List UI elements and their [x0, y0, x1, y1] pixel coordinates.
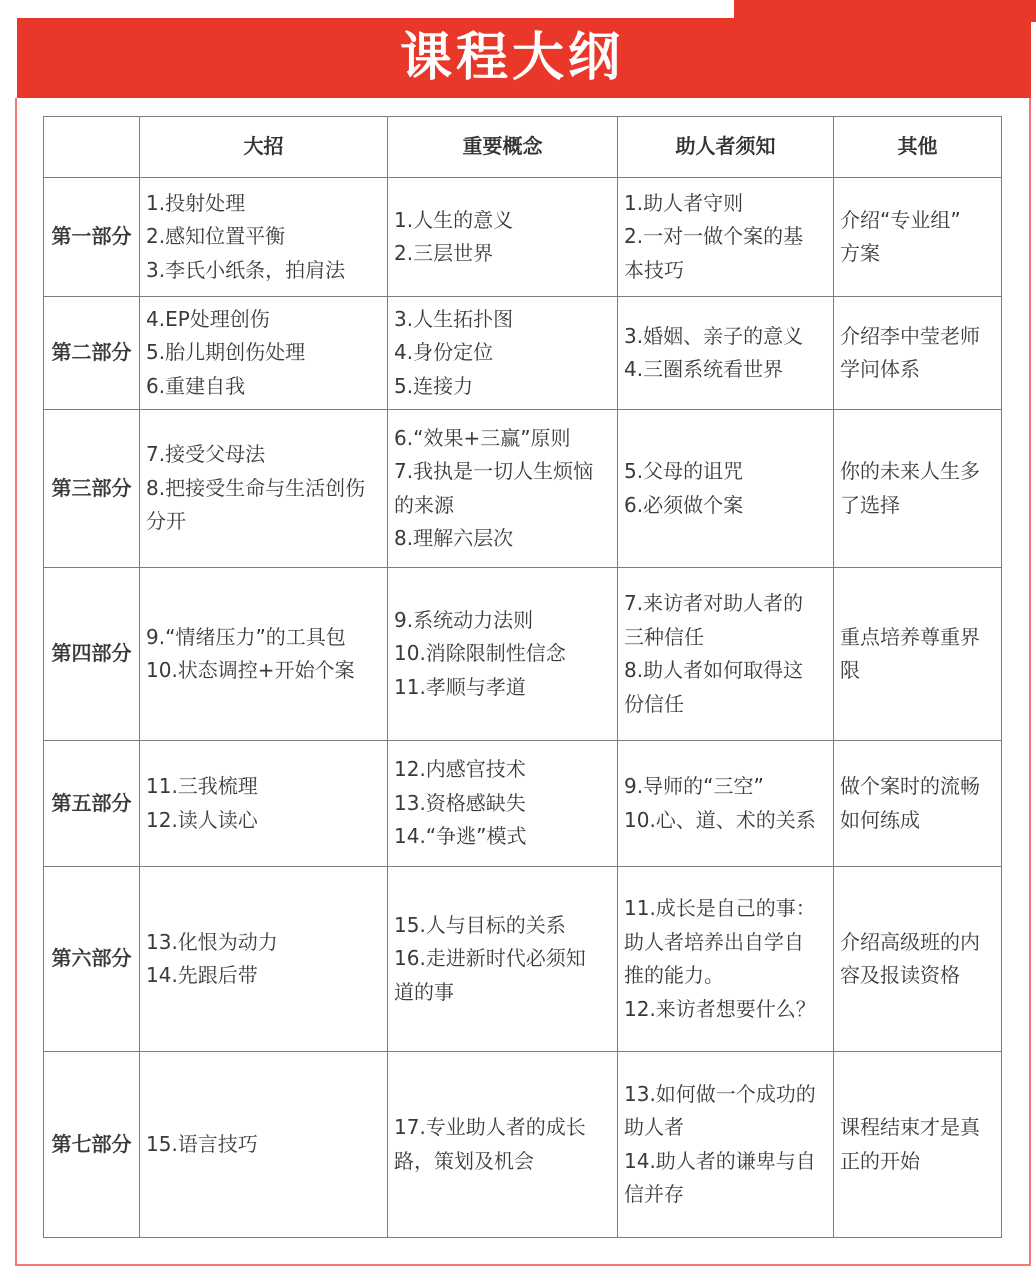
- cell-line: 推的能力。: [624, 963, 724, 987]
- cell-line: 6.“效果+三赢”原则: [394, 425, 571, 450]
- cell-gainian: [388, 297, 618, 410]
- cell-line: 2.感知位置平衡: [146, 224, 286, 249]
- cell-line: 学问体系: [840, 357, 920, 381]
- cell-line: 13.资格感缺失: [394, 790, 526, 815]
- cell-line: 13.化恨为动力: [146, 929, 278, 954]
- cell-xuzhi: [618, 568, 834, 741]
- cell-line: 介绍高级班的内: [840, 929, 980, 954]
- cell-line: 4.身份定位: [394, 340, 494, 365]
- cell-dazhao: [140, 1052, 388, 1238]
- cell-gainian: [388, 178, 618, 297]
- cell-xuzhi: [618, 178, 834, 297]
- cell-line: 助人者培养出自学自: [624, 929, 804, 954]
- cell-line: 14.“争逃”模式: [394, 824, 527, 849]
- cell-line: 11.三我梳理: [146, 774, 258, 798]
- cell-line: 5.父母的诅咒: [624, 459, 744, 483]
- cell-line: 8.把接受生命与生活创伤: [146, 475, 366, 500]
- cell-line: 重点培养尊重界: [840, 624, 980, 649]
- cell-line: 3.婚姻、亲子的意义: [624, 323, 804, 348]
- cell-qita: [834, 568, 1002, 741]
- part-label: 第六部分: [44, 867, 140, 1052]
- cell-dazhao: [140, 297, 388, 410]
- header-corner: [44, 117, 140, 178]
- header-gainian: 重要概念: [388, 117, 618, 178]
- cell-line: 2.一对一做个案的基: [624, 224, 804, 249]
- cell-line: 5.胎儿期创伤处理: [146, 340, 306, 365]
- cell-line: 正的开始: [840, 1148, 920, 1173]
- table-row: [44, 568, 1002, 741]
- cell-qita: [834, 297, 1002, 410]
- cell-qita: [834, 410, 1002, 568]
- cell-dazhao: [140, 741, 388, 867]
- cell-line: 了选择: [840, 492, 900, 517]
- cell-line: 助人者: [624, 1115, 684, 1139]
- cell-line: 7.我执是一切人生烦恼: [394, 459, 594, 483]
- header-xuzhi: 助人者须知: [618, 117, 834, 178]
- cell-gainian: [388, 741, 618, 867]
- cell-line: 10.心、道、术的关系: [624, 807, 816, 832]
- page-title: 课程大纲: [399, 28, 624, 88]
- part-label: 第一部分: [44, 178, 140, 297]
- cell-line: 11.孝顺与孝道: [394, 674, 526, 699]
- cell-line: 13.如何做一个成功的: [624, 1081, 816, 1106]
- cell-dazhao: [140, 410, 388, 568]
- cell-line: 1.投射处理: [146, 190, 246, 215]
- cell-line: 14.助人者的谦卑与自: [624, 1148, 816, 1173]
- table-row: [44, 178, 1002, 297]
- cell-line: 三种信任: [624, 624, 704, 649]
- cell-qita: [834, 178, 1002, 297]
- cell-line: 12.内感官技术: [394, 757, 526, 782]
- title-banner: [17, 18, 1031, 98]
- cell-line: 路，策划及机会: [394, 1148, 534, 1173]
- cell-xuzhi: [618, 297, 834, 410]
- cell-line: 方案: [840, 241, 880, 265]
- cell-line: 做个案时的流畅: [840, 774, 980, 798]
- part-label: 第七部分: [44, 1052, 140, 1238]
- cell-line: 8.理解六层次: [394, 526, 514, 550]
- cell-qita: [834, 1052, 1002, 1238]
- cell-line: 9.系统动力法则: [394, 607, 534, 632]
- cell-line: 容及报读资格: [840, 963, 960, 987]
- cell-line: 的来源: [394, 492, 454, 517]
- table-row: [44, 741, 1002, 867]
- cell-line: 7.接受父母法: [146, 442, 266, 467]
- cell-line: 9.导师的“三空”: [624, 774, 764, 798]
- cell-xuzhi: [618, 410, 834, 568]
- cell-line: 9.“情绪压力”的工具包: [146, 624, 346, 649]
- cell-line: 限: [840, 658, 860, 682]
- cell-line: 分开: [146, 509, 186, 534]
- cell-line: 8.助人者如何取得这: [624, 658, 804, 682]
- cell-line: 3.人生拓扑图: [394, 306, 514, 331]
- cell-line: 你的未来人生多: [840, 459, 980, 483]
- cell-line: 6.必须做个案: [624, 492, 744, 517]
- cell-qita: [834, 741, 1002, 867]
- cell-line: 10.状态调控+开始个案: [146, 658, 355, 682]
- cell-dazhao: [140, 178, 388, 297]
- cell-gainian: [388, 867, 618, 1052]
- cell-qita: [834, 867, 1002, 1052]
- cell-gainian: [388, 568, 618, 741]
- cell-line: 1.助人者守则: [624, 190, 744, 215]
- table-row: [44, 410, 1002, 568]
- cell-line: 4.EP处理创伤: [146, 306, 270, 331]
- cell-dazhao: [140, 867, 388, 1052]
- course-outline-table: [43, 116, 1002, 1238]
- header-qita: 其他: [834, 117, 1002, 178]
- cell-line: 12.来访者想要什么？: [624, 996, 816, 1021]
- cell-line: 7.来访者对助人者的: [624, 591, 804, 615]
- part-label: 第五部分: [44, 741, 140, 867]
- cell-gainian: [388, 410, 618, 568]
- cell-line: 份信任: [624, 691, 684, 716]
- part-label: 第四部分: [44, 568, 140, 741]
- cell-line: 5.连接力: [394, 373, 474, 398]
- cell-line: 4.三圈系统看世界: [624, 357, 784, 381]
- cell-line: 2.三层世界: [394, 241, 494, 265]
- cell-xuzhi: [618, 867, 834, 1052]
- cell-line: 如何练成: [840, 807, 920, 832]
- cell-line: 14.先跟后带: [146, 963, 258, 987]
- cell-line: 信并存: [624, 1182, 684, 1206]
- table-row: [44, 867, 1002, 1052]
- table-row: [44, 297, 1002, 410]
- header-row: [44, 117, 1002, 178]
- cell-line: 介绍“专业组”: [840, 207, 961, 232]
- cell-line: 本技巧: [624, 257, 684, 282]
- cell-gainian: [388, 1052, 618, 1238]
- cell-line: 17.专业助人者的成长: [394, 1115, 586, 1139]
- cell-line: 11.成长是自己的事：: [624, 896, 816, 920]
- cell-dazhao: [140, 568, 388, 741]
- table-row: [44, 1052, 1002, 1238]
- cell-line: 12.读人读心: [146, 807, 258, 832]
- part-label: 第二部分: [44, 297, 140, 410]
- header-dazhao: 大招: [140, 117, 388, 178]
- cell-line: 1.人生的意义: [394, 207, 514, 232]
- cell-line: 介绍李中莹老师: [840, 323, 980, 348]
- cell-line: 15.人与目标的关系: [394, 912, 566, 937]
- cell-line: 16.走进新时代必须知: [394, 946, 586, 971]
- cell-line: 3.李氏小纸条，拍肩法: [146, 257, 346, 282]
- cell-xuzhi: [618, 741, 834, 867]
- cell-line: 6.重建自我: [146, 373, 246, 398]
- cell-line: 课程结束才是真: [840, 1115, 980, 1139]
- cell-line: 10.消除限制性信念: [394, 641, 566, 666]
- cell-line: 道的事: [394, 979, 454, 1004]
- cell-line: 15.语言技巧: [146, 1131, 258, 1156]
- cell-xuzhi: [618, 1052, 834, 1238]
- part-label: 第三部分: [44, 410, 140, 568]
